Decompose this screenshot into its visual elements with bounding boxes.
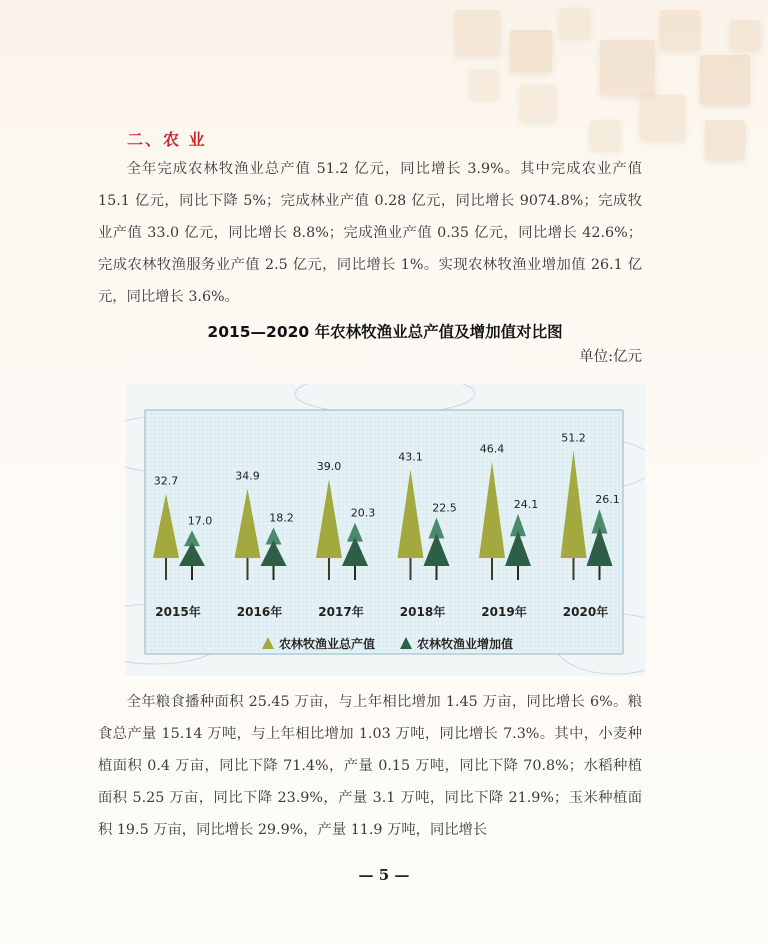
output-comparison-chart <box>125 384 645 676</box>
year-label: 2020年 <box>562 605 609 619</box>
value-added-value-label: 17.0 <box>187 514 213 528</box>
value-added-value-label: 22.5 <box>432 501 457 515</box>
total-output-value-label: 32.7 <box>153 474 179 488</box>
year-label: 2017年 <box>318 605 364 619</box>
section-heading: 二、农 业 <box>127 130 207 149</box>
year-label: 2019年 <box>481 605 527 619</box>
decorative-square <box>705 120 745 160</box>
decorative-square <box>600 40 655 95</box>
year-label: 2016年 <box>236 605 283 619</box>
year-label: 2018年 <box>399 605 446 619</box>
decorative-square <box>640 95 685 140</box>
plot-area <box>145 410 623 654</box>
value-added-value-label: 18.2 <box>269 511 294 525</box>
total-output-value-label: 39.0 <box>316 460 342 473</box>
decorative-square <box>700 55 750 105</box>
chart-unit: 单位:亿元 <box>579 349 642 365</box>
decorative-square <box>660 10 700 50</box>
decorative-square <box>470 70 498 98</box>
decorative-square <box>730 20 760 50</box>
paragraph-grain-production: 全年粮食播种面积 25.45 万亩，与上年相比增加 1.45 万亩，同比增长 6%。粮食总产量 15.14 万吨，与上年相比增加 1.03 万吨，同比增长 7.3%。其中，小麦种植面积 0.4 万亩，同比下降 71.4%，产量 0.15 万吨，同比下降 70.8%；水稻种植面积 5.25 万亩，同比下降 23.9%，产量 3.1 万吨，同比下降 21.9%；玉米种植面积 19.5 万亩，同比增长 29.9%，产量 11.9 万吨，同比增长 <box>98 694 642 838</box>
decorative-square <box>560 8 590 38</box>
value-added-value-label: 26.1 <box>595 493 620 507</box>
value-added-value-label: 20.3 <box>350 506 376 520</box>
value-added-value-label: 24.1 <box>513 497 539 511</box>
total-output-value-label: 43.1 <box>398 450 423 464</box>
decorative-square <box>510 30 552 72</box>
total-output-value-label: 51.2 <box>561 431 586 445</box>
page-number: — 5 — <box>358 866 410 884</box>
decorative-square <box>455 10 500 55</box>
decorative-square <box>520 85 556 121</box>
decorative-square <box>590 120 620 150</box>
paragraph-agriculture-output: 全年完成农林牧渔业总产值 51.2 亿元，同比增长 3.9%。其中完成农业产值 15.1 亿元，同比下降 5%；完成林业产值 0.28 亿元，同比增长 9074.8%；完成牧业产值 33.0 亿元，同比增长 8.8%；完成渔业产值 0.35 亿元，同比增长 42.6%；完成农林牧渔服务业产值 2.5 亿元，同比增长 1%。实现农林牧渔业增加值 26.1 亿元，同比增长 3.6%。 <box>98 161 642 305</box>
total-output-value-label: 34.9 <box>235 469 260 483</box>
chart-title: 2015—2020 年农林牧渔业总产值及增加值对比图 <box>207 323 563 341</box>
total-output-value-label: 46.4 <box>479 442 505 456</box>
year-label: 2015年 <box>155 605 201 619</box>
legend-value-added-label: 农林牧渔业增加值 <box>417 637 514 651</box>
legend-total-output-label: 农林牧渔业总产值 <box>279 637 376 651</box>
